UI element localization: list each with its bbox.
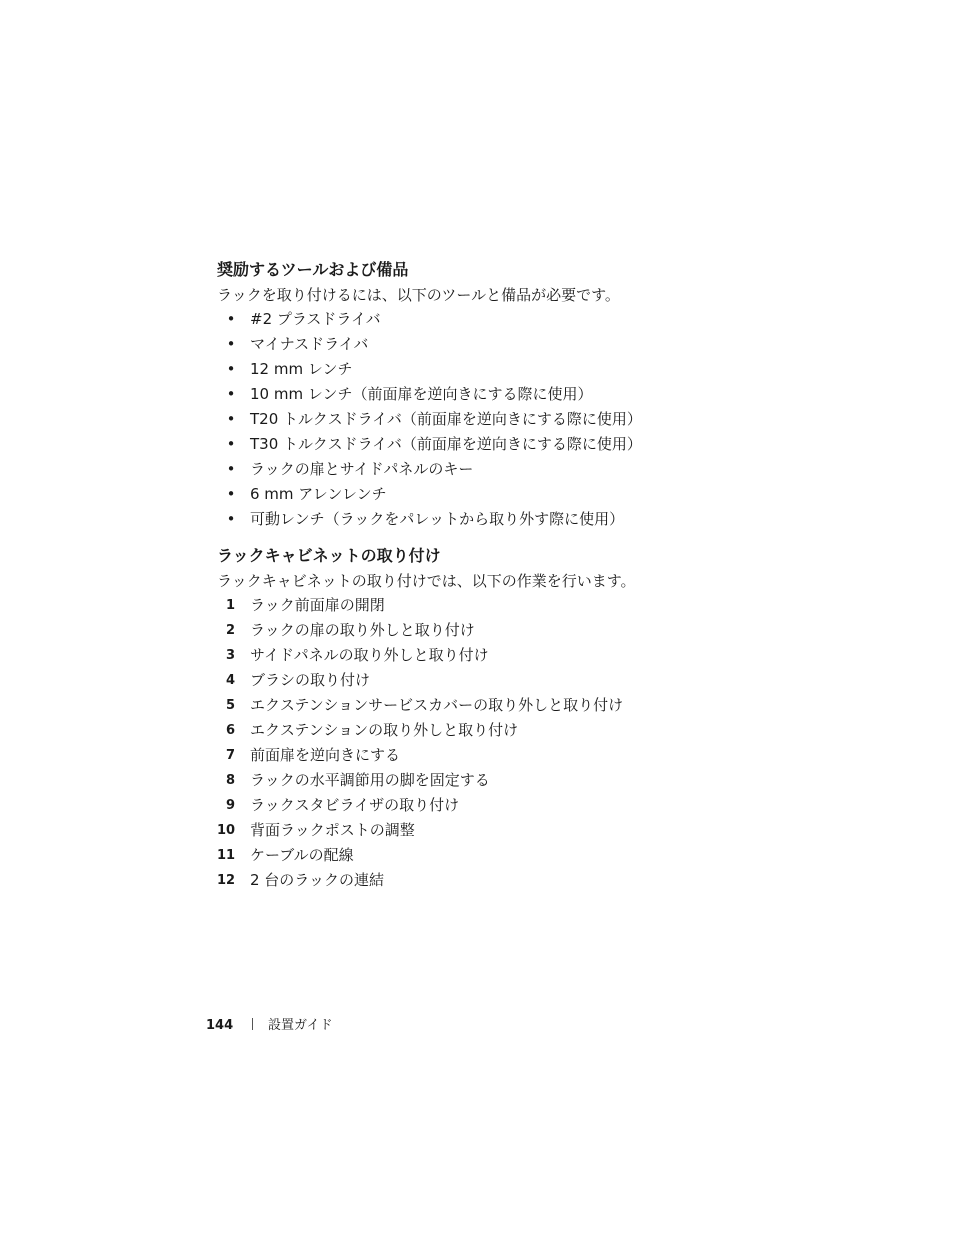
list-item <box>217 332 837 357</box>
step-number: 4 <box>225 673 235 688</box>
step-item <box>217 868 837 893</box>
list-item <box>217 507 837 532</box>
list-item <box>217 457 837 482</box>
step-number: 6 <box>225 723 235 738</box>
footer-divider <box>252 1018 253 1030</box>
step-item <box>217 618 837 643</box>
bullet: • <box>226 485 236 503</box>
list-item-text: T20 トルクスドライバ（前面扉を逆向きにする際に使用） <box>250 410 642 428</box>
list-item-text: ラックの扉とサイドパネルのキー <box>250 460 474 478</box>
step-item <box>217 793 837 818</box>
step-number: 12 <box>217 873 236 888</box>
list-item-text: 可動レンチ（ラックをパレットから取り外す際に使用） <box>250 510 625 528</box>
page-footer <box>206 1015 333 1037</box>
step-number: 1 <box>225 598 235 613</box>
bullet: • <box>226 335 236 353</box>
list-item-text: #2 プラスドライバ <box>250 310 381 328</box>
step-number: 10 <box>217 823 236 838</box>
step-item <box>217 843 837 868</box>
step-number: 3 <box>225 648 235 663</box>
step-text: エクステンションの取り外しと取り付け <box>250 721 519 739</box>
list-item-text: 12 mm レンチ <box>250 360 353 378</box>
tools-heading: 奨励するツールおよび備品 <box>217 260 409 279</box>
step-text: ラックの水平調節用の脚を固定する <box>250 771 490 789</box>
step-item <box>217 593 837 618</box>
step-item <box>217 818 837 843</box>
step-text: サイドパネルの取り外しと取り付け <box>250 646 489 664</box>
step-text: 2 台のラックの連結 <box>250 871 385 889</box>
bullet: • <box>226 460 236 478</box>
step-item <box>217 718 837 743</box>
step-number: 8 <box>225 773 235 788</box>
list-item <box>217 432 837 457</box>
list-item <box>217 357 837 382</box>
step-text: ブラシの取り付け <box>250 671 371 689</box>
step-text: エクステンションサービスカバーの取り外しと取り付け <box>250 696 624 714</box>
bullet: • <box>226 510 236 528</box>
step-text: ラックの扉の取り外しと取り付け <box>250 621 475 639</box>
step-text: ラック前面扉の開閉 <box>250 596 385 614</box>
bullet: • <box>226 410 236 428</box>
step-number: 7 <box>225 748 235 763</box>
list-item-text: 10 mm レンチ（前面扉を逆向きにする際に使用） <box>250 385 593 403</box>
list-item <box>217 307 837 332</box>
step-number: 11 <box>217 848 236 863</box>
list-item-text: マイナスドライバ <box>250 335 369 353</box>
step-number: 2 <box>225 623 235 638</box>
step-text: 前面扉を逆向きにする <box>250 746 401 764</box>
list-item-text: 6 mm アレンレンチ <box>250 485 387 503</box>
tools-section <box>217 259 837 532</box>
tools-intro: ラックを取り付けるには、以下のツールと備品が必要です。 <box>217 286 620 304</box>
step-item <box>217 768 837 793</box>
page-number: 144 <box>206 1018 234 1033</box>
list-item-text: T30 トルクスドライバ（前面扉を逆向きにする際に使用） <box>250 435 642 453</box>
list-item <box>217 407 837 432</box>
step-item <box>217 743 837 768</box>
list-item <box>217 482 837 507</box>
step-item <box>217 643 837 668</box>
step-text: ケーブルの配線 <box>250 846 354 864</box>
bullet: • <box>226 310 236 328</box>
install-section <box>217 545 837 893</box>
step-item <box>217 668 837 693</box>
install-heading: ラックキャビネットの取り付け <box>217 546 441 565</box>
step-text: ラックスタビライザの取り付け <box>250 796 460 814</box>
step-number: 9 <box>225 798 235 813</box>
bullet: • <box>226 360 236 378</box>
step-text: 背面ラックポストの調整 <box>250 821 415 839</box>
install-intro: ラックキャビネットの取り付けでは、以下の作業を行います。 <box>217 572 636 590</box>
page-content <box>217 259 837 893</box>
bullet: • <box>226 385 236 403</box>
bullet: • <box>226 435 236 453</box>
footer-title: 設置ガイド <box>268 1018 333 1033</box>
install-steps <box>217 593 837 893</box>
step-item <box>217 693 837 718</box>
list-item <box>217 382 837 407</box>
tools-list <box>217 307 837 532</box>
step-number: 5 <box>225 698 235 713</box>
